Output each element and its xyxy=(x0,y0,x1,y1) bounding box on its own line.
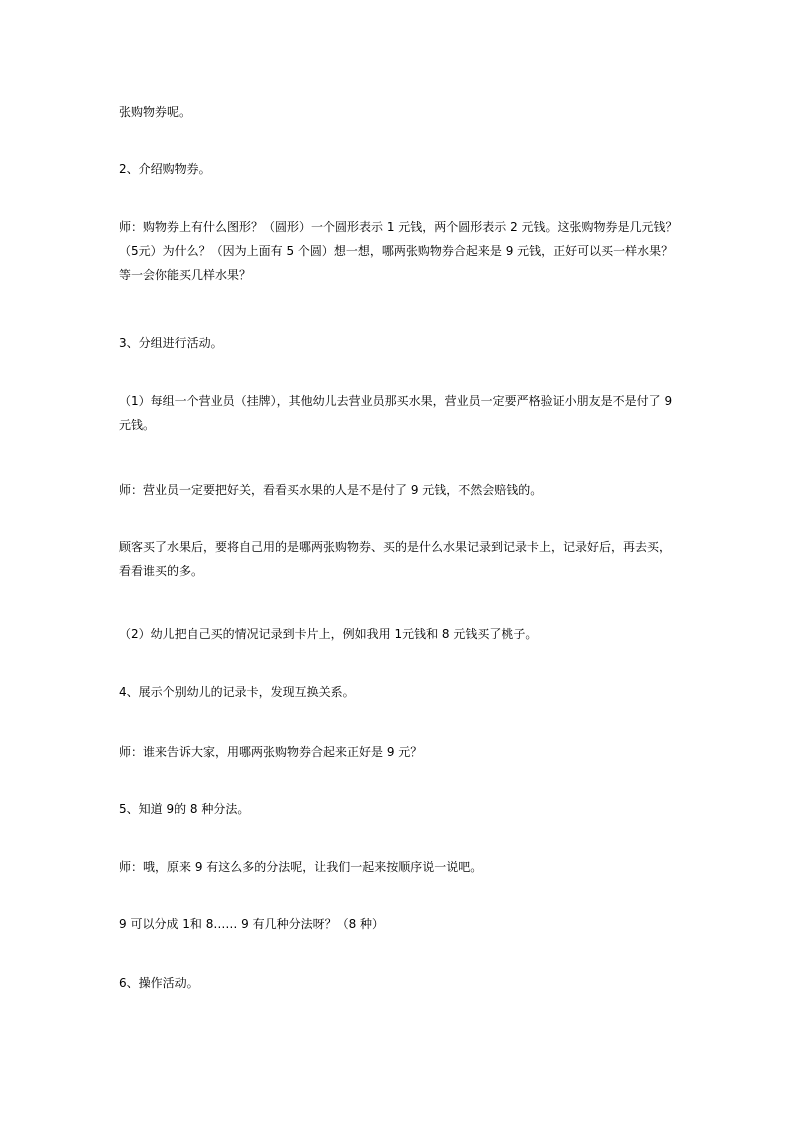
text-line: （2）幼儿把自己买的情况记录到卡片上，例如我用 1元钱和 8 元钱买了桃子。 xyxy=(119,627,538,641)
paragraph-12 xyxy=(119,855,679,879)
heading-2 xyxy=(119,157,679,181)
paragraph-13 xyxy=(119,912,679,936)
text-line: （1）每组一个营业员（挂牌），其他幼儿去营业员那买水果，营业员一定要严格验证小朋友是不是付了 9 xyxy=(119,394,673,408)
heading-4 xyxy=(119,680,679,704)
heading-6 xyxy=(119,971,679,995)
text-line: 师：谁来告诉大家，用哪两张购物券合起来正好是 9 元？ xyxy=(119,745,423,759)
text-line: 4、展示个别幼儿的记录卡，发现互换关系。 xyxy=(119,685,355,699)
heading-3 xyxy=(119,331,679,355)
text-line: 元钱。 xyxy=(119,418,156,432)
text-line: 6、操作活动。 xyxy=(119,976,199,990)
text-line: 师：哦，原来 9 有这么多的分法呢，让我们一起来按顺序说一说吧。 xyxy=(119,860,483,874)
paragraph-7 xyxy=(119,535,679,583)
paragraph-6 xyxy=(119,478,679,502)
text-line: 5、知道 9的 8 种分法。 xyxy=(119,802,250,816)
text-line: 张购物券呢。 xyxy=(119,105,192,119)
paragraph-1 xyxy=(119,100,679,124)
text-line: （5元）为什么？（因为上面有 5 个圆）想一想，哪两张购物券合起来是 9 元钱，正好可以买一样水果？ xyxy=(119,244,674,258)
text-line: 3、分组进行活动。 xyxy=(119,336,223,350)
text-line: 看看谁买的多。 xyxy=(119,564,204,578)
text-line: 顾客买了水果后，要将自己用的是哪两张购物券、买的是什么水果记录到记录卡上，记录好后，再去买， xyxy=(119,540,672,554)
paragraph-8 xyxy=(119,622,679,646)
text-line: 师：营业员一定要把好关，看看买水果的人是不是付了 9 元钱，不然会赔钱的。 xyxy=(119,483,543,497)
text-line: 师：购物券上有什么图形？（圆形）一个圆形表示 1 元钱，两个圆形表示 2 元钱。这张购物券是几元钱？ xyxy=(119,220,678,234)
paragraph-3 xyxy=(119,215,679,287)
text-line: 等一会你能买几样水果？ xyxy=(119,268,252,282)
text-line: 2、介绍购物券。 xyxy=(119,162,211,176)
heading-5 xyxy=(119,797,679,821)
text-line: 9 可以分成 1和 8…… 9 有几种分法呀？（8 种） xyxy=(119,917,385,931)
paragraph-5 xyxy=(119,389,679,437)
paragraph-10 xyxy=(119,740,679,764)
